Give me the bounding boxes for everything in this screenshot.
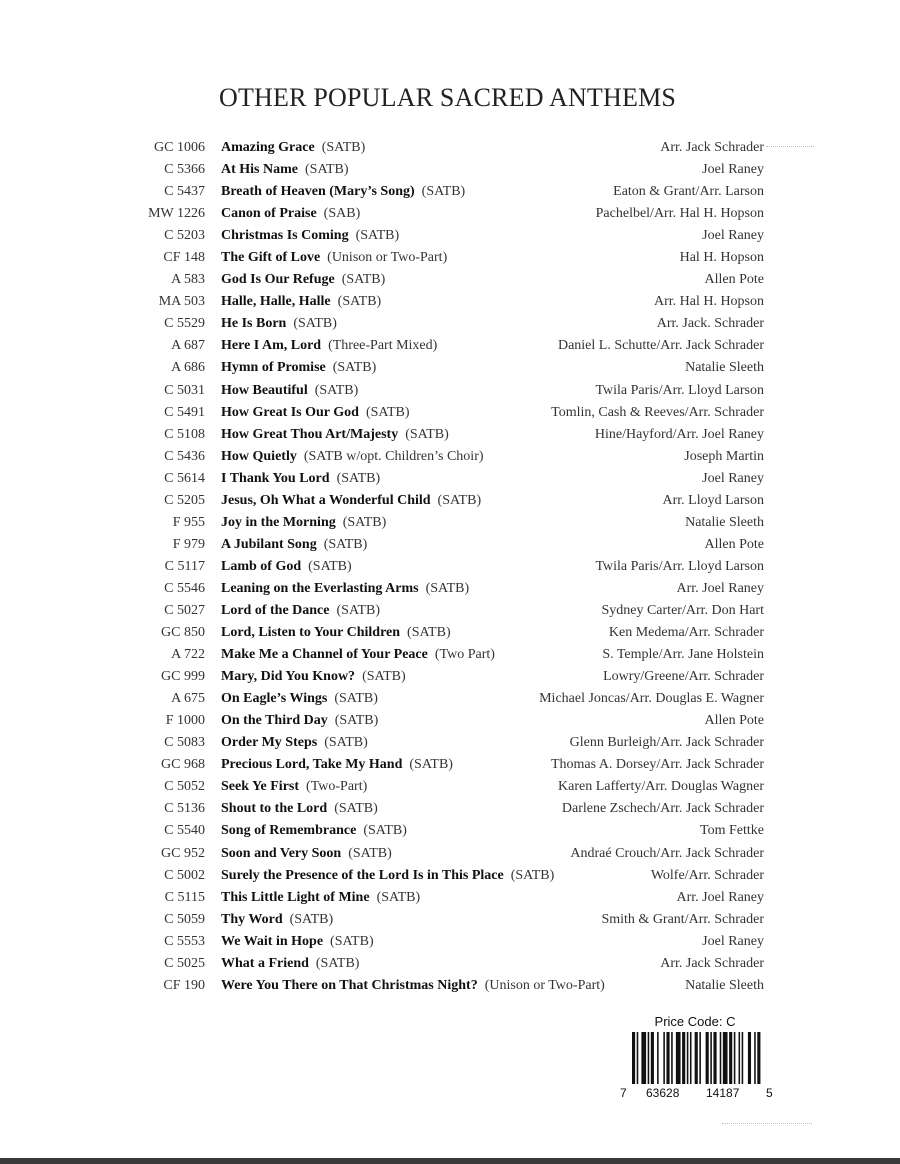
anthem-title: Seek Ye First bbox=[221, 779, 300, 795]
anthem-composer: Ken Medema/Arr. Schrader bbox=[608, 625, 764, 641]
anthem-title-group bbox=[221, 512, 386, 534]
list-item bbox=[0, 534, 900, 556]
catalog-code: C 5529 bbox=[164, 316, 205, 332]
anthem-title: At His Name bbox=[221, 162, 298, 178]
anthem-voicing: (SATB) bbox=[289, 911, 334, 927]
barcode-bar bbox=[666, 1032, 669, 1084]
catalog-code: C 5117 bbox=[164, 558, 205, 574]
list-item bbox=[0, 357, 900, 379]
anthem-title: A Jubilant Song bbox=[221, 536, 317, 552]
list-item bbox=[0, 402, 900, 424]
catalog-code: C 5491 bbox=[164, 404, 205, 420]
anthem-title-group bbox=[221, 490, 481, 512]
barcode-bar bbox=[663, 1032, 665, 1084]
barcode-bar bbox=[676, 1032, 681, 1084]
catalog-code: C 5366 bbox=[164, 162, 205, 178]
catalog-code: GC 850 bbox=[161, 625, 205, 641]
barcode-digit-right: 5 bbox=[766, 1086, 773, 1100]
anthem-title-group bbox=[221, 953, 359, 975]
anthem-title: Song of Remembrance bbox=[221, 823, 357, 839]
catalog-code: GC 968 bbox=[161, 757, 205, 773]
anthem-title-group bbox=[221, 402, 410, 424]
anthem-title: Surely the Presence of the Lord Is in This Place bbox=[221, 867, 504, 883]
anthem-title-group bbox=[221, 798, 378, 820]
barcode-bar bbox=[706, 1032, 709, 1084]
anthem-title-group bbox=[221, 909, 333, 931]
list-item bbox=[0, 159, 900, 181]
list-item bbox=[0, 313, 900, 335]
anthem-title: Make Me a Channel of Your Peace bbox=[221, 647, 428, 663]
anthem-title-group bbox=[221, 776, 367, 798]
anthem-composer: Daniel L. Schutte/Arr. Jack Schrader bbox=[557, 338, 764, 354]
anthem-title-group bbox=[221, 865, 554, 887]
anthem-title-group bbox=[221, 357, 376, 379]
list-item bbox=[0, 754, 900, 776]
anthem-title-group bbox=[221, 291, 381, 313]
list-item bbox=[0, 380, 900, 402]
anthem-voicing: (SATB) bbox=[337, 294, 382, 310]
anthem-voicing: (SATB) bbox=[409, 757, 453, 773]
anthem-composer: Natalie Sleeth bbox=[685, 514, 764, 530]
list-item bbox=[0, 556, 900, 578]
catalog-code: C 5108 bbox=[164, 426, 205, 442]
anthem-voicing: (SATB) bbox=[362, 669, 406, 685]
catalog-code: A 687 bbox=[171, 338, 205, 354]
anthem-title: God Is Our Refuge bbox=[221, 272, 335, 288]
anthem-voicing: (Two-Part) bbox=[306, 779, 368, 795]
barcode-bar bbox=[723, 1032, 728, 1084]
anthem-voicing: (SATB) bbox=[365, 404, 410, 420]
anthem-voicing: (Two Part) bbox=[434, 647, 495, 663]
anthem-title: On the Third Day bbox=[221, 713, 328, 729]
list-item bbox=[0, 600, 900, 622]
anthem-composer: Allen Pote bbox=[704, 713, 764, 729]
anthem-voicing: (SATB) bbox=[336, 602, 381, 618]
list-item bbox=[0, 622, 900, 644]
barcode-bar bbox=[748, 1032, 751, 1084]
anthem-title-group bbox=[221, 269, 385, 291]
anthem-title: We Wait in Hope bbox=[221, 933, 324, 949]
anthem-voicing: (Unison or Two-Part) bbox=[484, 977, 605, 993]
anthem-title: How Quietly bbox=[221, 448, 297, 464]
anthem-title-group bbox=[221, 159, 349, 181]
anthem-voicing: (SATB) bbox=[376, 889, 421, 905]
anthem-voicing: (SATB) bbox=[336, 470, 381, 486]
list-item bbox=[0, 909, 900, 931]
anthem-voicing: (Three-Part Mixed) bbox=[328, 338, 438, 354]
barcode-block bbox=[620, 1010, 773, 1122]
anthem-title: Jesus, Oh What a Wonderful Child bbox=[221, 492, 431, 508]
anthem-voicing: (SATB) bbox=[332, 360, 377, 376]
barcode-bar bbox=[754, 1032, 756, 1084]
catalog-code: MA 503 bbox=[158, 294, 205, 310]
anthem-title: Canon of Praise bbox=[221, 206, 317, 222]
anthem-voicing: (SATB) bbox=[407, 625, 451, 641]
anthem-composer: Twila Paris/Arr. Lloyd Larson bbox=[595, 382, 764, 398]
anthem-title-group bbox=[221, 644, 495, 666]
anthem-composer: Allen Pote bbox=[704, 272, 764, 288]
anthem-title-group bbox=[221, 710, 378, 732]
list-item bbox=[0, 710, 900, 732]
anthem-title: Soon and Very Soon bbox=[221, 845, 342, 861]
list-item bbox=[0, 688, 900, 710]
anthem-title: Lamb of God bbox=[221, 558, 302, 574]
catalog-code: C 5002 bbox=[164, 867, 205, 883]
anthem-title-group bbox=[221, 424, 449, 446]
anthem-composer: Thomas A. Dorsey/Arr. Jack Schrader bbox=[550, 757, 764, 773]
list-item bbox=[0, 424, 900, 446]
anthem-title-group bbox=[221, 975, 605, 997]
barcode-digits-group1: 63628 bbox=[646, 1086, 680, 1100]
anthem-title-group bbox=[221, 137, 365, 159]
dotted-rule-bottom bbox=[722, 1123, 812, 1124]
anthem-composer: Joel Raney bbox=[702, 470, 764, 486]
catalog-code: A 675 bbox=[171, 691, 205, 707]
anthem-composer: Joel Raney bbox=[702, 162, 764, 178]
anthem-composer: Pachelbel/Arr. Hal H. Hopson bbox=[595, 206, 764, 222]
anthem-title-group bbox=[221, 843, 392, 865]
anthem-voicing: (SATB) bbox=[363, 823, 407, 839]
catalog-code: GC 999 bbox=[161, 669, 205, 685]
barcode-bar bbox=[648, 1032, 650, 1084]
catalog-code: GC 952 bbox=[161, 845, 205, 861]
barcode-bar bbox=[671, 1032, 673, 1084]
anthem-voicing: (SATB) bbox=[421, 184, 466, 200]
catalog-code: C 5205 bbox=[164, 492, 205, 508]
anthem-title-group bbox=[221, 688, 378, 710]
anthem-voicing: (SATB) bbox=[405, 426, 449, 442]
list-item bbox=[0, 291, 900, 313]
catalog-code: F 955 bbox=[172, 514, 205, 530]
barcode-bar bbox=[713, 1032, 716, 1084]
barcode-bar bbox=[695, 1032, 698, 1084]
anthem-title-group bbox=[221, 313, 337, 335]
anthem-voicing: (SATB) bbox=[425, 580, 470, 596]
list-item bbox=[0, 512, 900, 534]
list-item bbox=[0, 843, 900, 865]
anthem-voicing: (SATB) bbox=[334, 691, 378, 707]
anthem-composer: Arr. Lloyd Larson bbox=[662, 492, 764, 508]
list-item bbox=[0, 644, 900, 666]
anthem-title: Amazing Grace bbox=[221, 140, 315, 155]
page-title: OTHER POPULAR SACRED ANTHEMS bbox=[219, 83, 677, 112]
anthem-composer: Arr. Joel Raney bbox=[676, 889, 764, 905]
anthem-title: Mary, Did You Know? bbox=[221, 669, 356, 685]
anthem-voicing: (SATB) bbox=[293, 316, 337, 332]
barcode-bar bbox=[739, 1032, 741, 1084]
anthem-title: Joy in the Morning bbox=[221, 514, 336, 530]
anthem-voicing: (SATB) bbox=[341, 272, 386, 288]
barcode-bar bbox=[729, 1032, 732, 1084]
anthem-title-group bbox=[221, 468, 380, 490]
anthem-title-group bbox=[221, 754, 453, 776]
anthem-voicing: (SATB) bbox=[510, 867, 555, 883]
anthem-title: He Is Born bbox=[221, 316, 287, 332]
barcode-bar bbox=[657, 1032, 659, 1084]
anthem-list bbox=[0, 137, 900, 997]
anthem-composer: Smith & Grant/Arr. Schrader bbox=[601, 911, 764, 927]
anthem-voicing: (SATB) bbox=[437, 492, 482, 508]
anthem-title: Precious Lord, Take My Hand bbox=[221, 757, 403, 773]
list-item bbox=[0, 865, 900, 887]
anthem-composer: Lowry/Greene/Arr. Schrader bbox=[603, 669, 764, 685]
catalog-code: C 5052 bbox=[164, 779, 205, 795]
barcode-digit-left: 7 bbox=[620, 1086, 627, 1100]
barcode-bar bbox=[757, 1032, 760, 1084]
anthem-composer: Michael Joncas/Arr. Douglas E. Wagner bbox=[539, 691, 764, 707]
catalog-code: C 5115 bbox=[164, 889, 205, 905]
anthem-composer: Twila Paris/Arr. Lloyd Larson bbox=[595, 558, 764, 574]
anthem-voicing: (SATB) bbox=[334, 713, 379, 729]
list-item bbox=[0, 798, 900, 820]
anthem-title: Were You There on That Christmas Night? bbox=[221, 977, 478, 993]
catalog-code: A 686 bbox=[171, 360, 205, 376]
anthem-composer: Allen Pote bbox=[704, 536, 764, 552]
anthem-voicing: (SATB w/opt. Children’s Choir) bbox=[303, 448, 484, 464]
anthem-composer: Arr. Hal H. Hopson bbox=[653, 294, 764, 310]
anthem-title-group bbox=[221, 335, 437, 357]
anthem-composer: Joseph Martin bbox=[684, 448, 764, 464]
anthem-title-group bbox=[221, 931, 374, 953]
anthem-voicing: (SATB) bbox=[314, 382, 359, 398]
anthem-composer: Darlene Zschech/Arr. Jack Schrader bbox=[561, 801, 764, 817]
list-item bbox=[0, 335, 900, 357]
anthem-voicing: (SAB) bbox=[323, 206, 361, 222]
anthem-composer: Arr. Jack. Schrader bbox=[656, 316, 764, 332]
list-item bbox=[0, 953, 900, 975]
anthem-title: How Great Is Our God bbox=[221, 404, 359, 420]
anthem-composer: Arr. Jack Schrader bbox=[660, 140, 764, 155]
list-item bbox=[0, 137, 900, 159]
list-item bbox=[0, 468, 900, 490]
list-item bbox=[0, 225, 900, 247]
anthem-composer: Andraé Crouch/Arr. Jack Schrader bbox=[570, 845, 764, 861]
anthem-title: Hymn of Promise bbox=[221, 360, 326, 376]
anthem-composer: Joel Raney bbox=[702, 933, 764, 949]
list-item bbox=[0, 666, 900, 688]
anthem-title-group bbox=[221, 556, 352, 578]
barcode-bar bbox=[641, 1032, 646, 1084]
list-item bbox=[0, 887, 900, 909]
page-bottom-rule bbox=[0, 1158, 900, 1164]
catalog-code: A 722 bbox=[171, 647, 205, 663]
anthem-composer: Eaton & Grant/Arr. Larson bbox=[613, 184, 764, 200]
anthem-voicing: (SATB) bbox=[330, 933, 374, 949]
catalog-code: C 5203 bbox=[164, 228, 205, 244]
catalog-code: CF 190 bbox=[163, 977, 205, 993]
anthem-composer: Tomlin, Cash & Reeves/Arr. Schrader bbox=[551, 404, 764, 420]
list-item bbox=[0, 446, 900, 468]
barcode-bar bbox=[687, 1032, 689, 1084]
anthem-title: How Beautiful bbox=[221, 382, 308, 398]
anthem-title: Lord, Listen to Your Children bbox=[221, 625, 401, 641]
catalog-code: C 5027 bbox=[164, 602, 205, 618]
anthem-title-group bbox=[221, 622, 451, 644]
catalog-code: C 5059 bbox=[164, 911, 205, 927]
anthem-title: This Little Light of Mine bbox=[221, 889, 370, 905]
anthem-title-group bbox=[221, 225, 399, 247]
anthem-title-group bbox=[221, 534, 367, 556]
catalog-code: C 5437 bbox=[164, 184, 205, 200]
anthem-title: Breath of Heaven (Mary’s Song) bbox=[221, 184, 415, 200]
anthem-composer: Wolfe/Arr. Schrader bbox=[650, 867, 764, 883]
anthem-voicing: (SATB) bbox=[334, 801, 378, 817]
anthem-title: Shout to the Lord bbox=[221, 801, 328, 817]
catalog-code: F 979 bbox=[172, 536, 205, 552]
barcode-bar bbox=[734, 1032, 736, 1084]
catalog-code: C 5546 bbox=[164, 580, 205, 596]
catalog-code: A 583 bbox=[171, 272, 205, 288]
list-item bbox=[0, 820, 900, 842]
anthem-title: How Great Thou Art/Majesty bbox=[221, 426, 399, 442]
anthem-title: On Eagle’s Wings bbox=[221, 691, 328, 707]
anthem-voicing: (SATB) bbox=[324, 735, 368, 751]
catalog-code: GC 1006 bbox=[154, 140, 205, 155]
anthem-composer: Arr. Jack Schrader bbox=[660, 955, 764, 971]
anthem-title-group bbox=[221, 181, 465, 203]
barcode-bar bbox=[632, 1032, 635, 1084]
anthem-title-group bbox=[221, 578, 469, 600]
anthem-title-group bbox=[221, 820, 407, 842]
barcode-digits-group2: 14187 bbox=[706, 1086, 740, 1100]
anthem-title: Order My Steps bbox=[221, 735, 318, 751]
anthem-title: Leaning on the Everlasting Arms bbox=[221, 580, 419, 596]
anthem-voicing: (SATB) bbox=[321, 140, 366, 155]
anthem-voicing: (SATB) bbox=[355, 228, 400, 244]
anthem-title: Christmas Is Coming bbox=[221, 228, 349, 244]
barcode-bar bbox=[742, 1032, 744, 1084]
list-item bbox=[0, 269, 900, 291]
anthem-composer: Arr. Joel Raney bbox=[676, 580, 764, 596]
catalog-code: C 5083 bbox=[164, 735, 205, 751]
anthem-title-group bbox=[221, 887, 420, 909]
anthem-composer: S. Temple/Arr. Jane Holstein bbox=[602, 647, 764, 663]
anthem-voicing: (SATB) bbox=[323, 536, 368, 552]
barcode-bar bbox=[637, 1032, 639, 1084]
catalog-code: C 5553 bbox=[164, 933, 205, 949]
catalog-code: C 5614 bbox=[164, 470, 205, 486]
list-item bbox=[0, 181, 900, 203]
anthem-title-group bbox=[221, 247, 447, 269]
catalog-code: C 5136 bbox=[164, 801, 205, 817]
anthem-voicing: (SATB) bbox=[348, 845, 392, 861]
catalog-code: C 5436 bbox=[164, 448, 205, 464]
list-item bbox=[0, 931, 900, 953]
list-item bbox=[0, 578, 900, 600]
anthem-composer: Natalie Sleeth bbox=[685, 977, 764, 993]
anthem-title: Lord of the Dance bbox=[221, 602, 330, 618]
anthem-title: Halle, Halle, Halle bbox=[221, 294, 331, 310]
anthem-title: Here I Am, Lord bbox=[221, 338, 322, 354]
anthem-composer: Sydney Carter/Arr. Don Hart bbox=[601, 602, 764, 618]
anthem-title-group bbox=[221, 666, 406, 688]
anthem-voicing: (SATB) bbox=[305, 162, 349, 178]
catalog-code: C 5031 bbox=[164, 382, 205, 398]
anthem-voicing: (SATB) bbox=[342, 514, 387, 530]
anthem-title: Thy Word bbox=[221, 911, 283, 927]
anthem-title-group bbox=[221, 380, 358, 402]
anthem-composer: Karen Lafferty/Arr. Douglas Wagner bbox=[558, 779, 764, 795]
barcode-bar bbox=[682, 1032, 685, 1084]
anthem-composer: Hine/Hayford/Arr. Joel Raney bbox=[594, 426, 764, 442]
anthem-composer: Glenn Burleigh/Arr. Jack Schrader bbox=[569, 735, 764, 751]
catalog-code: CF 148 bbox=[163, 250, 205, 266]
list-item bbox=[0, 247, 900, 269]
anthem-title-group bbox=[221, 732, 368, 754]
anthem-voicing: (SATB) bbox=[315, 955, 360, 971]
anthem-title-group bbox=[221, 446, 484, 468]
list-item bbox=[0, 732, 900, 754]
list-item bbox=[0, 490, 900, 512]
catalog-code: F 1000 bbox=[165, 713, 205, 729]
anthem-title: The Gift of Love bbox=[221, 250, 321, 266]
list-item bbox=[0, 975, 900, 997]
anthem-title-group bbox=[221, 600, 380, 622]
price-code: Price Code: C bbox=[654, 1014, 736, 1029]
barcode-bar bbox=[720, 1032, 722, 1084]
anthem-composer: Joel Raney bbox=[702, 228, 764, 244]
anthem-voicing: (Unison or Two-Part) bbox=[327, 250, 448, 266]
catalog-code: C 5540 bbox=[164, 823, 205, 839]
anthem-composer: Tom Fettke bbox=[700, 823, 764, 839]
barcode-bar bbox=[651, 1032, 654, 1084]
catalog-code: MW 1226 bbox=[148, 206, 205, 222]
barcode-icon bbox=[632, 1032, 762, 1084]
anthem-voicing: (SATB) bbox=[308, 558, 352, 574]
anthem-title: I Thank You Lord bbox=[221, 470, 330, 486]
catalog-code: C 5025 bbox=[164, 955, 205, 971]
anthem-title: What a Friend bbox=[221, 955, 309, 971]
list-item bbox=[0, 776, 900, 798]
barcode-bar bbox=[690, 1032, 692, 1084]
anthem-title-group bbox=[221, 203, 360, 225]
anthem-composer: Hal H. Hopson bbox=[679, 250, 764, 266]
barcode-bar bbox=[699, 1032, 701, 1084]
anthem-composer: Natalie Sleeth bbox=[685, 360, 764, 376]
barcode-bar bbox=[710, 1032, 712, 1084]
list-item bbox=[0, 203, 900, 225]
